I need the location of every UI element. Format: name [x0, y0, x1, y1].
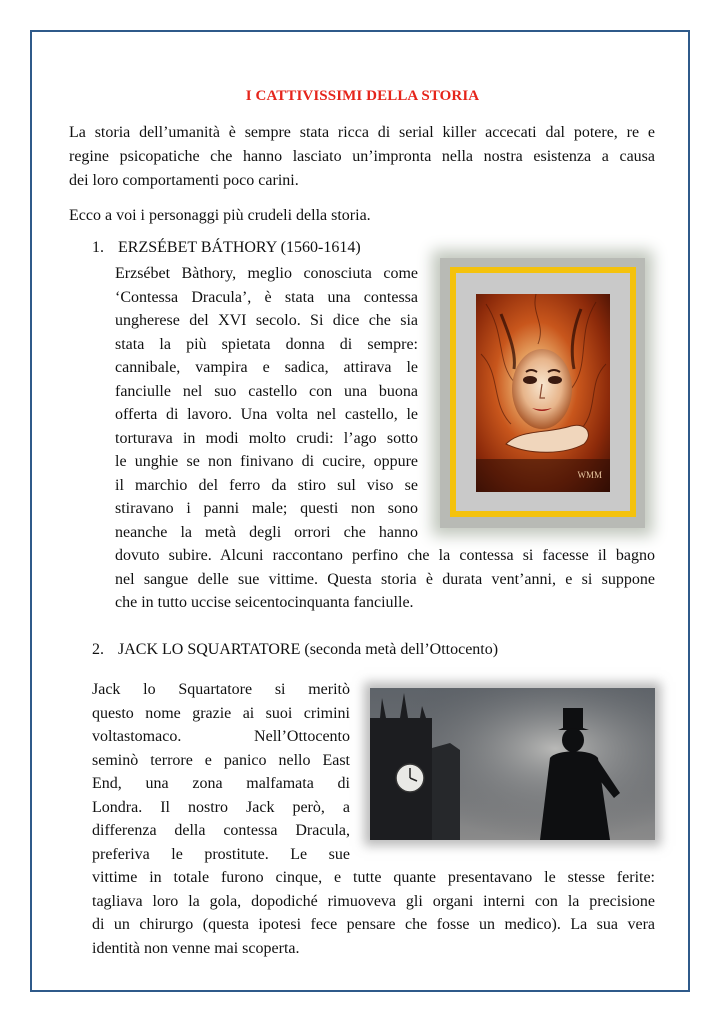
text-line: ‘Contessa Dracula’, è stata una contessa [115, 288, 418, 306]
text-line: cannibale, vampira e sadica, attirava le [115, 359, 418, 376]
bathory-portrait-image [476, 294, 610, 492]
text-line: differenza della contessa Dracula, [92, 822, 350, 839]
lead-sentence: Ecco a voi i personaggi più crudeli della storia. [69, 207, 371, 224]
text-line: vittime in totale furono cinque, e tutte quante presentavano le stesse ferite: [92, 869, 655, 886]
section-heading-1 [92, 239, 361, 257]
text-line: stiravano i panni male; questi non sono [115, 500, 418, 517]
text-line: fanciulle nel suo castello con una buona [115, 382, 418, 400]
text-line: neanche la metà degli orrori che hanno [115, 523, 418, 541]
list-number: 2. [92, 641, 104, 658]
text-line: di un chirurgo (questa ipotesi fece pensare che fosse un medico). La sua vera [92, 916, 655, 933]
text-line: che in tutto uccise seicentocinquanta fanciulle. [115, 594, 414, 611]
text-line: tagliava loro la gola, dopodiché rimuoveva gli organi interni con la precisione [92, 892, 655, 910]
text-line: identità non venne mai scoperta. [92, 939, 300, 957]
text-line: Jack lo Squartatore si meritò [92, 681, 350, 698]
list-number: 1. [92, 239, 104, 256]
night-scene-illustration [370, 688, 655, 840]
text-line: torturava in modi molto crudi: l’ago sotto [115, 429, 418, 447]
intro-line: regine psicopatiche che hanno lasciato un’impronta nella nostra esistenza a causa [69, 148, 655, 165]
text-line: voltastomaco. Nell’Ottocento [92, 728, 350, 745]
intro-line: dei loro comportamenti poco carini. [69, 172, 299, 189]
text-line: stata la più spietata donna di sempre: [115, 335, 418, 353]
text-line: End, una zona malfamata di [92, 775, 350, 792]
text-line: dovuto subire. Alcuni raccontano perfino che la contessa si facesse il bagno [115, 547, 655, 564]
heading-text: JACK LO SQUARTATORE (seconda metà dell’Ottocento) [118, 641, 499, 658]
text-line: Londra. Il nostro Jack però, a [92, 798, 350, 816]
text-line: Erzsébet Bàthory, meglio conosciuta come [115, 265, 418, 282]
text-line: offerta di lavoro. Una volta nel castello, le [115, 406, 418, 423]
text-line: preferiva le prostitute. Le sue [92, 845, 350, 863]
document-title: I CATTIVISSIMI DELLA STORIA [245, 88, 480, 104]
text-line: le unghie se non finivano di cucire, oppure [115, 453, 418, 470]
intro-line: La storia dell’umanità è sempre stata ricca di serial killer accecati dal potere, re e [69, 124, 655, 141]
jack-silhouette-image [370, 688, 655, 840]
text-line: il marchio del ferro da stiro sul viso se [115, 476, 418, 494]
heading-text: ERZSÉBET BÁTHORY (1560-1614) [118, 239, 361, 256]
section-heading-2 [92, 641, 498, 659]
text-line: nel sangue delle sue vittime. Questa storia è durata vent’anni, e si suppone [115, 570, 655, 588]
text-line: ungherese del XVI secolo. Si dice che sia [115, 312, 418, 329]
portrait-illustration [476, 294, 610, 492]
text-line: seminò terrore e panico nello East [92, 751, 350, 769]
portrait-signature: WMM [577, 470, 602, 480]
text-line: questo nome grazie ai suoi crimini [92, 704, 350, 722]
